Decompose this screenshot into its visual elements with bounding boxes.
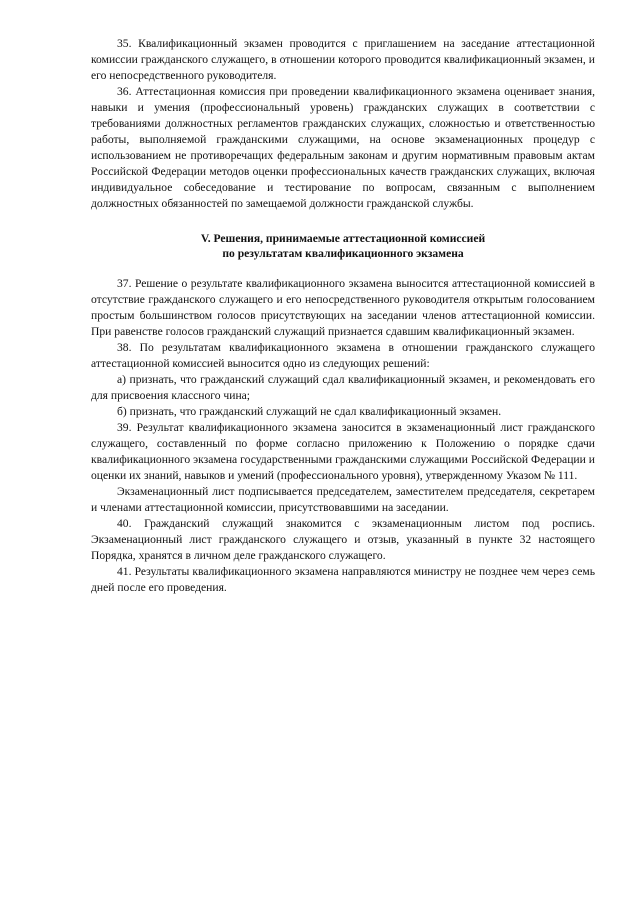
paragraph-39: 39. Результат квалификационного экзамена заносится в экзаменационный лист гражданского служащего, составленный по форме согласно приложению к Положению о порядке сдачи квалификационного экзамена государственными гражданскими служащими Российской Федерации и оценки их знаний, навыков и умений (профессионального уровня), утвержденному Указом № 111.: [91, 421, 595, 482]
paragraph-38-option-b: б) признать, что гражданский служащий не сдал квалификационный экзамен.: [117, 405, 502, 418]
paragraph-40: 40. Гражданский служащий знакомится с экзаменационным листом под роспись. Экзаменационный лист гражданского служащего и отзыв, указанный в пункте 32 настоящего Порядка, хранятся в личном деле гражданского служащего.: [91, 517, 595, 562]
paragraph-38-option-a: а) признать, что гражданский служащий сдал квалификационный экзамен, и рекомендовать его для присвоения классного чина;: [91, 373, 595, 402]
paragraph-41: 41. Результаты квалификационного экзамена направляются министру не позднее чем через семь дней после его проведения.: [91, 565, 595, 594]
section-heading: [91, 231, 595, 261]
section-heading-line-2: по результатам квалификационного экзамена: [222, 247, 464, 260]
paragraph-35: 35. Квалификационный экзамен проводится с приглашением на заседание аттестационной комиссии гражданского служащего, в отношении которого проводится квалификационный экзамен, и его непосредственного руководителя.: [91, 37, 595, 82]
paragraph-39-signature-note: Экзаменационный лист подписывается председателем, заместителем председателя, секретарем и членами аттестационной комиссии, присутствовавшими на заседании.: [91, 485, 595, 514]
paragraph-36: 36. Аттестационная комиссия при проведении квалификационного экзамена оценивает знания, навыки и умения (профессиональный уровень) гражданских служащих в соответствии с требованиями должностных регламентов гражданских служащих, сложностью и ответственностью работы, выполняемой гражданскими служащими, на основе экзаменационных процедур с использованием не противоречащих федеральным законам и другим нормативным правовым актам Российской Федерации методов оценки профессиональных качеств гражданских служащих, включая индивидуальное собеседование и тестирование по вопросам, связанным с выполнением должностных обязанностей по замещаемой должности гражданской службы.: [91, 85, 595, 210]
paragraph-37: 37. Решение о результате квалификационного экзамена выносится аттестационной комиссией в отсутствие гражданского служащего и его непосредственного руководителя открытым голосованием простым большинством голосов присутствующих на заседании членов аттестационной комиссии. При равенстве голосов гражданский служащий признается сдавшим квалификационный экзамен.: [91, 277, 595, 338]
paragraph-38: 38. По результатам квалификационного экзамена в отношении гражданского служащего аттестационной комиссией выносится одно из следующих решений:: [91, 341, 595, 370]
document-page: [91, 36, 595, 596]
section-heading-line-1: V. Решения, принимаемые аттестационной комиссией: [200, 232, 486, 245]
